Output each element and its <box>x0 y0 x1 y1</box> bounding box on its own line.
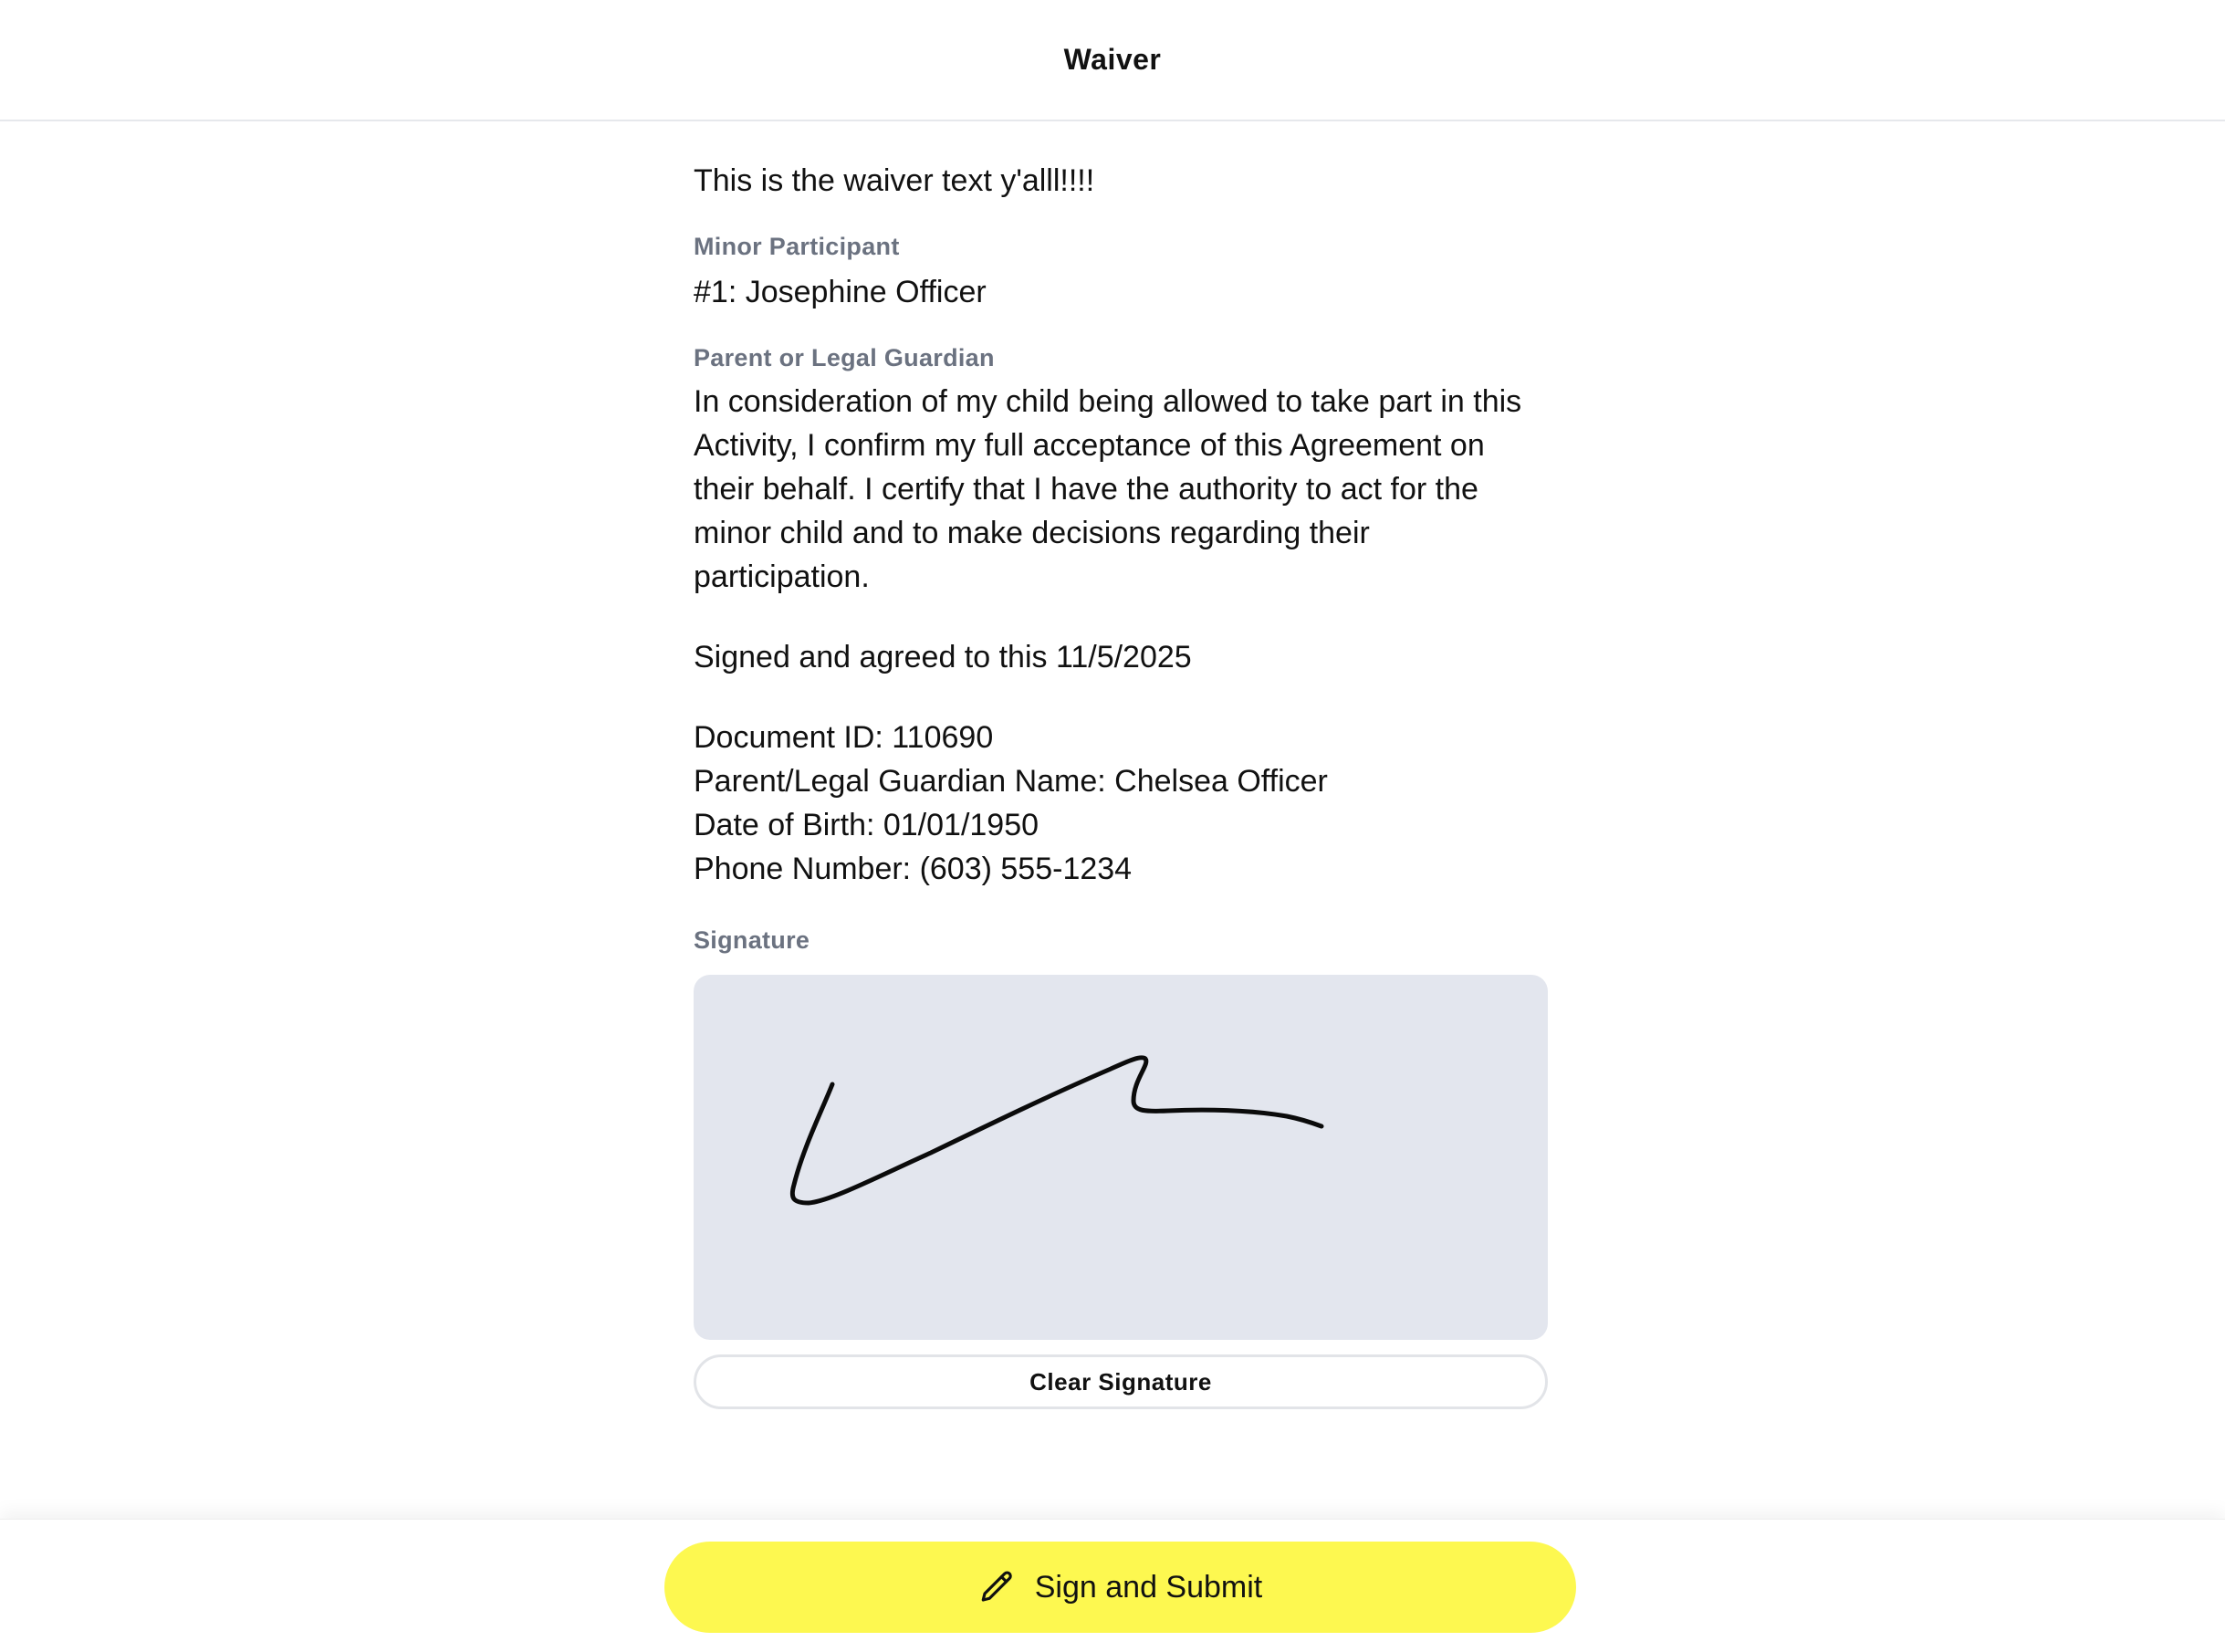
signature-stroke <box>694 975 1548 1340</box>
waiver-content <box>694 137 1548 1409</box>
pencil-icon <box>978 1568 1017 1606</box>
document-details <box>694 716 1548 891</box>
sign-and-submit-button[interactable] <box>664 1542 1576 1633</box>
guardian-label: Parent or Legal Guardian <box>694 344 995 371</box>
signature-pad[interactable] <box>694 975 1548 1340</box>
document-id: Document ID: 110690 <box>694 720 994 755</box>
signature-section <box>694 924 1548 1409</box>
signed-date-line: Signed and agreed to this 11/5/2025 <box>694 640 1192 674</box>
guardian-statement: In consideration of my child being allowed to take part in this Activity, I confirm my full acceptance of this Agreement on their behalf. I certify that I have the authority to act for the minor child and to make decisions regarding their participation. <box>694 384 1522 594</box>
waiver-intro-text: This is the waiver text y'alll!!!! <box>694 163 1095 198</box>
signature-label: Signature <box>694 926 810 954</box>
date-of-birth: Date of Birth: 01/01/1950 <box>694 808 1039 842</box>
sign-and-submit-label: Sign and Submit <box>1034 1569 1263 1605</box>
footer-bar <box>0 1519 2225 1652</box>
guardian-name: Parent/Legal Guardian Name: Chelsea Officer <box>694 764 1328 799</box>
top-bar <box>0 0 2225 121</box>
phone-number: Phone Number: (603) 555-1234 <box>694 852 1133 886</box>
minor-participant-value: #1: Josephine Officer <box>694 275 987 309</box>
page-title: Waiver <box>1063 43 1162 76</box>
minor-participant-label: Minor Participant <box>694 233 900 260</box>
guardian-section <box>694 341 1548 599</box>
clear-signature-button[interactable]: Clear Signature <box>694 1354 1548 1409</box>
minor-participant-section <box>694 230 1548 314</box>
